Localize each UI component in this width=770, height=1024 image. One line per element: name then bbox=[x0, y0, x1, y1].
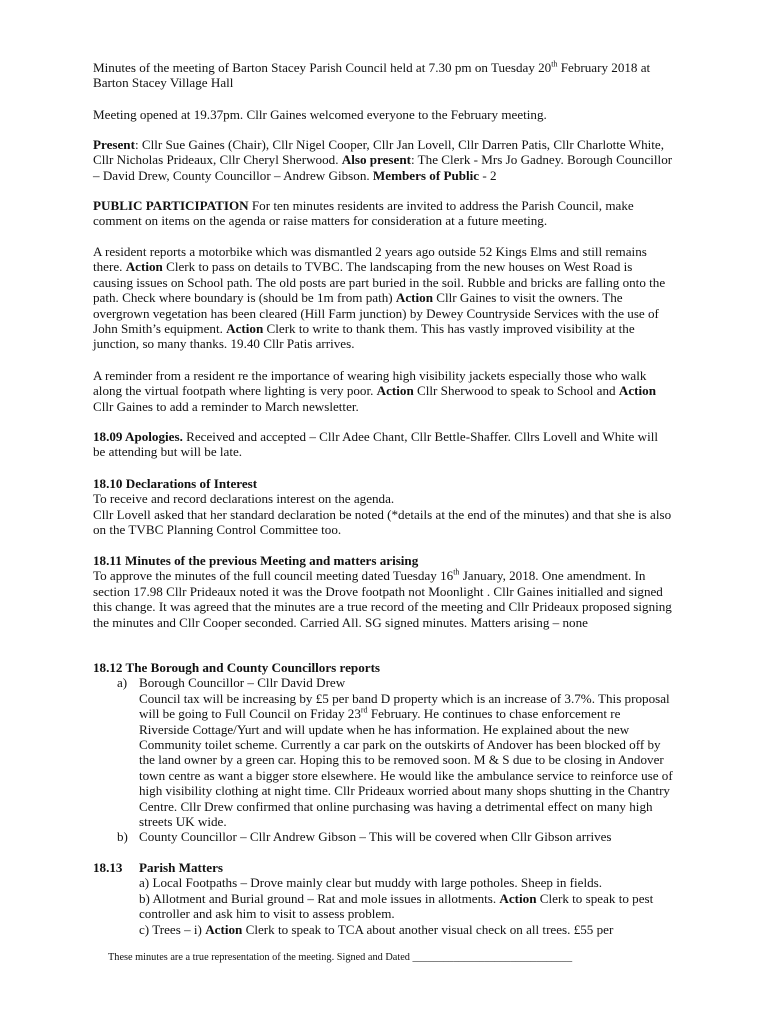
borough-report-body: Council tax will be increasing by £5 per band D property which is an increase of 3.7%. This proposal will be going to Full Council on Friday 23rd February. He continues to chase enforcement re Riverside Cottage/Yurt and will update when he has information. He explained about the new Community toilet scheme. Currently a car park on the outskirts of Andover has been blocked off by the land owner by a green car. Hoping this to be removed soon. M & S due to be closing in Andover town centre as want a bigger store elsewhere. He would like the ambulance service to reinforce use of high visibility clothing at night time. Cllr Prideaux worried about many shops shutting in the Chantry Centre. Cllr Drew confirmed that online purchasing was having a detrimental effect on many high streets UK wide. bbox=[139, 690, 673, 830]
previous-minutes-section bbox=[93, 553, 673, 630]
parish-item-trees: c) Trees – i) Action Clerk to speak to TCA about another visual check on all trees. £55 per bbox=[139, 921, 614, 937]
list-marker: b) bbox=[117, 829, 128, 845]
borough-report-title: Borough Councillor – Cllr David Drew bbox=[139, 675, 346, 691]
county-report-body: County Councillor – Cllr Andrew Gibson – This will be covered when Cllr Gibson arrives bbox=[139, 829, 612, 845]
apologies-section: 18.09 Apologies. Received and accepted – Cllr Adee Chant, Cllr Bettle-Shaffer. Cllrs Lovell and White will be attending but will be late. bbox=[93, 429, 658, 460]
parish-item-allotment: b) Allotment and Burial ground – Rat and mole issues in allotments. Action Clerk to speak to pest controller and ask him to visit to assess problem. bbox=[139, 890, 654, 922]
page-footer: These minutes are a true representation of the meeting. Signed and Dated _______________________________ bbox=[108, 952, 573, 963]
declarations-section bbox=[93, 476, 673, 538]
meeting-opened: Meeting opened at 19.37pm. Cllr Gaines welcomed everyone to the February meeting. bbox=[93, 107, 547, 122]
declarations-heading: 18.10 Declarations of Interest bbox=[93, 476, 258, 491]
resident-report-2: A reminder from a resident re the importance of wearing high visibility jackets especially those who walk along the virtual footpath where lighting is very poor. Action Cllr Sherwood to speak to School and Action Cllr Gaines to add a reminder to March newsletter. bbox=[93, 368, 656, 414]
parish-matters-section bbox=[93, 860, 673, 937]
previous-minutes-body: To approve the minutes of the full council meeting dated Tuesday 16th January, 2018. One amendment. In section 17.98 Cllr Prideaux noted it was the Drove footpath not Moonlight . Cllr Gaines initialled and signed this change. It was agreed that the minutes are a true record of the meeting and Cllr Prideaux proposed signing the minutes and Cllr Cooper seconded. Carried All. SG signed minutes. Matters arising – none bbox=[93, 568, 672, 630]
declarations-line-1: To receive and record declarations interest on the agenda. bbox=[93, 491, 395, 507]
list-marker: a) bbox=[117, 675, 128, 691]
borough-report-item bbox=[93, 675, 673, 829]
resident-report-1: A resident reports a motorbike which was dismantled 2 years ago outside 52 Kings Elms and still remains there. Action Clerk to pass on details to TVBC. The landscaping from the new houses on West Road is causing issues on School path. The old posts are part buried in the soil. Rubble and bricks are falling onto the path. Check where boundary is (should be 1m from path) Action Cllr Gaines to visit the owners. The overgrown vegetation has been cleared (Hill Farm junction) by Dewey Countryside Services with the use of John Smith’s equipment. Action Clerk to write to thank them. This has vastly improved visibility at the junction, so many thanks. 19.40 Cllr Patis arrives. bbox=[93, 244, 666, 352]
minutes-title: Minutes of the meeting of Barton Stacey Parish Council held at 7.30 pm on Tuesday 20th February 2018 at Barton Stacey Village Hall bbox=[93, 59, 651, 91]
parish-matters-heading: 18.13 Parish Matters bbox=[93, 860, 223, 875]
previous-minutes-heading: 18.11 Minutes of the previous Meeting and matters arising bbox=[93, 553, 419, 568]
public-participation: PUBLIC PARTICIPATION For ten minutes residents are invited to address the Parish Council, make comment on items on the agenda or raise matters for consideration at a future meeting. bbox=[93, 198, 634, 229]
parish-item-footpaths: a) Local Footpaths – Drove mainly clear but muddy with large potholes. Sheep in fields. bbox=[139, 875, 603, 891]
councillor-reports-section bbox=[93, 660, 673, 845]
councillor-reports-heading: 18.12 The Borough and County Councillors reports bbox=[93, 660, 381, 675]
county-report-item bbox=[93, 829, 673, 844]
attendance: Present: Cllr Sue Gaines (Chair), Cllr Nigel Cooper, Cllr Jan Lovell, Cllr Darren Patis, Cllr Charlotte White, Cllr Nicholas Prideaux, Cllr Cheryl Sherwood. Also present: The Clerk - Mrs Jo Gadney. Borough Councillor – David Drew, County Councillor – Andrew Gibson. Members of Public - 2 bbox=[93, 137, 673, 183]
declarations-line-2: Cllr Lovell asked that her standard declaration be noted (*details at the end of the minutes) and that she is also on the TVBC Planning Control Committee too. bbox=[93, 506, 672, 538]
